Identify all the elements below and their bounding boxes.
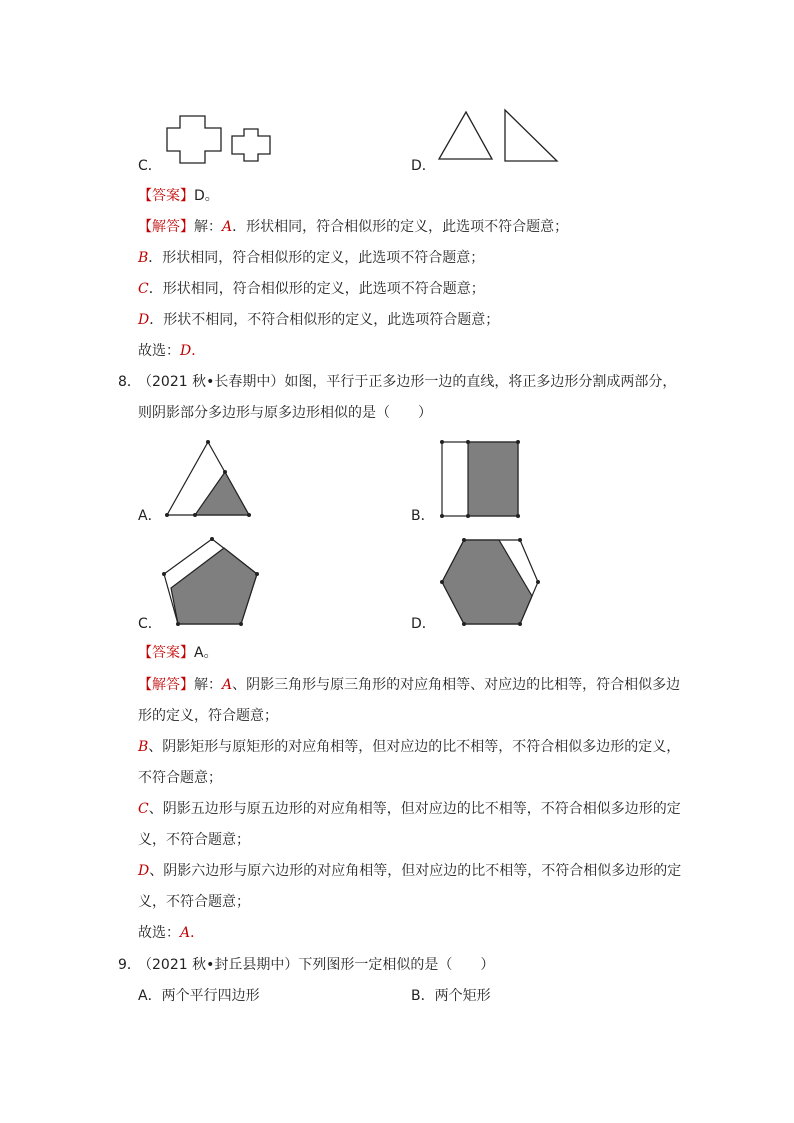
analysis-letter: A xyxy=(222,219,233,235)
pentagon-figure xyxy=(160,536,262,630)
analysis-text: 、阴影三角形与原三角形的对应角相等、对应边的比相等，符合相似多边 xyxy=(232,677,681,693)
q7-option-c-label: C． xyxy=(138,158,162,174)
analysis-label: 【解答】 xyxy=(138,677,194,693)
conclusion-prefix: 故选： xyxy=(138,343,180,359)
q7-answer xyxy=(138,186,219,206)
q8-option-a-label: A． xyxy=(138,508,162,524)
q9-question: （2021 秋•封丘县期中）下列图形一定相似的是（ ） xyxy=(138,957,495,973)
analysis-letter: B xyxy=(138,250,149,266)
conclusion-letter: D xyxy=(180,343,192,359)
q8-answer xyxy=(138,643,218,663)
analysis-intro: 解： xyxy=(194,677,222,693)
q7-conclusion xyxy=(138,341,205,361)
conclusion-letter: A xyxy=(180,925,191,941)
answer-value: D。 xyxy=(194,188,219,204)
analysis-letter: D xyxy=(138,863,150,879)
q8-conclusion xyxy=(138,923,204,943)
analysis-text: ．形状相同，符合相似形的定义，此选项不符合题意； xyxy=(232,219,569,235)
cross-shape-figure-large-and-small xyxy=(165,116,275,166)
answer-value: A。 xyxy=(194,645,218,661)
q8-option-b-label: B． xyxy=(411,508,435,524)
analysis-text: ．形状不相同，不符合相似形的定义，此选项符合题意； xyxy=(149,312,500,328)
q9-number: 9． xyxy=(118,957,141,973)
q8-analysis-d-line1 xyxy=(138,861,681,881)
analysis-text: ．形状相同，符合相似形的定义，此选项不符合题意； xyxy=(148,281,485,297)
analysis-letter: C xyxy=(138,281,149,297)
analysis-letter: A xyxy=(222,677,233,693)
analysis-text: 、阴影矩形与原矩形的对应角相等，但对应边的比不相等，不符合相似多边形的定义， xyxy=(148,739,681,755)
q7-option-d-label: D． xyxy=(411,158,436,174)
q8-option-d-label: D． xyxy=(411,616,436,632)
conclusion-suffix: ． xyxy=(190,925,205,941)
conclusion-prefix: 故选： xyxy=(138,925,180,941)
triangle-figure xyxy=(160,438,260,520)
q8-question-line2: 则阴影部分多边形与原多边形相似的是（ ） xyxy=(138,405,432,421)
answer-label: 【答案】 xyxy=(138,645,194,661)
q9-option-a: A．两个平行四边形 xyxy=(138,988,260,1004)
q9-option-b: B．两个矩形 xyxy=(411,988,491,1004)
q8-analysis-d-line2: 义，不符合题意； xyxy=(138,894,250,910)
analysis-letter: D xyxy=(138,312,150,328)
q8-option-c-label: C． xyxy=(138,616,162,632)
q8-number: 8． xyxy=(118,374,141,390)
conclusion-suffix: ． xyxy=(191,343,206,359)
q8-question-line1: （2021 秋•长春期中）如图，平行于正多边形一边的直线，将正多边形分割成两部分， xyxy=(138,374,677,390)
q8-analysis-a-line1 xyxy=(138,675,680,695)
analysis-text: 、阴影五边形与原五边形的对应角相等，但对应边的比不相等，不符合相似多边形的定 xyxy=(148,801,681,817)
two-triangles-figure xyxy=(436,108,561,166)
q7-analysis-line-b xyxy=(138,248,484,268)
q7-analysis-line-a xyxy=(138,217,568,237)
answer-label: 【答案】 xyxy=(138,188,194,204)
q8-analysis-b-line2: 不符合题意； xyxy=(138,770,222,786)
hexagon-figure xyxy=(436,536,544,630)
analysis-letter: C xyxy=(138,801,149,817)
q7-analysis-line-c xyxy=(138,279,485,299)
analysis-label: 【解答】 xyxy=(138,219,194,235)
analysis-text: 、阴影六边形与原六边形的对应角相等，但对应边的比不相等，不符合相似多边形的定 xyxy=(149,863,682,879)
analysis-letter: B xyxy=(138,739,149,755)
q7-analysis-line-d xyxy=(138,310,499,330)
q8-analysis-c-line2: 义，不符合题意； xyxy=(138,832,250,848)
analysis-text: ．形状相同，符合相似形的定义，此选项不符合题意； xyxy=(148,250,485,266)
rectangle-figure xyxy=(438,438,524,520)
analysis-intro: 解： xyxy=(194,219,222,235)
q8-analysis-b-line1 xyxy=(138,737,680,757)
q8-analysis-a-line2: 形的定义，符合题意； xyxy=(138,708,278,724)
q8-analysis-c-line1 xyxy=(138,799,681,819)
